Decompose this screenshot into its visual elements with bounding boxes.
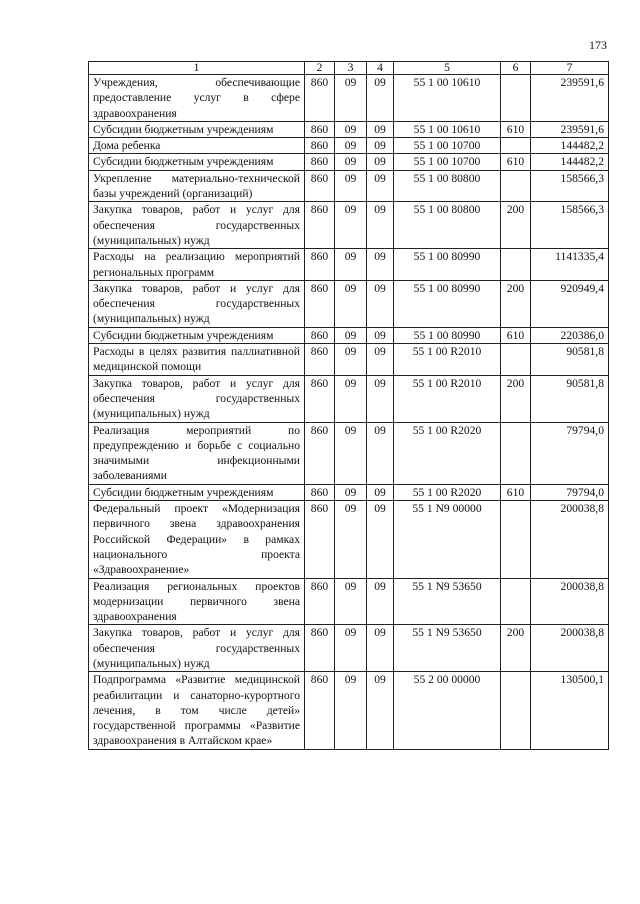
- subsection-code: 09: [367, 578, 394, 625]
- subsection-code: 09: [367, 501, 394, 578]
- section-code: 09: [335, 625, 367, 672]
- expense-type-code: 610: [501, 327, 531, 343]
- table-row: [89, 280, 609, 327]
- amount: 158566,3: [531, 202, 609, 249]
- section-code: 09: [335, 344, 367, 376]
- expense-type-code: [501, 501, 531, 578]
- row-name: Учреждения, обеспечивающие предоставление услуг в сфере здравоохранения: [89, 75, 305, 122]
- amount: 79794,0: [531, 484, 609, 500]
- subsection-code: 09: [367, 672, 394, 749]
- admin-code: 860: [305, 154, 335, 170]
- section-code: 09: [335, 672, 367, 749]
- row-name: Субсидии бюджетным учреждениям: [89, 121, 305, 137]
- budget-table: [88, 61, 609, 750]
- expense-type-code: 200: [501, 375, 531, 422]
- section-code: 09: [335, 501, 367, 578]
- admin-code: 860: [305, 75, 335, 122]
- amount: 1141335,4: [531, 249, 609, 281]
- amount: 239591,6: [531, 121, 609, 137]
- admin-code: 860: [305, 422, 335, 484]
- table-row: [89, 375, 609, 422]
- admin-code: 860: [305, 280, 335, 327]
- expense-type-code: 610: [501, 154, 531, 170]
- target-item-code: 55 1 00 R2010: [394, 375, 501, 422]
- amount: 90581,8: [531, 375, 609, 422]
- admin-code: 860: [305, 249, 335, 281]
- expense-type-code: 610: [501, 121, 531, 137]
- expense-type-code: [501, 138, 531, 154]
- subsection-code: 09: [367, 327, 394, 343]
- target-item-code: 55 1 00 R2010: [394, 344, 501, 376]
- target-item-code: 55 1 N9 00000: [394, 501, 501, 578]
- target-item-code: 55 1 00 80800: [394, 202, 501, 249]
- amount: 200038,8: [531, 501, 609, 578]
- column-header: 6: [501, 62, 531, 75]
- page-number: 173: [589, 38, 607, 52]
- row-name: Закупка товаров, работ и услуг для обеспечения государственных (муниципальных) нужд: [89, 375, 305, 422]
- admin-code: 860: [305, 121, 335, 137]
- admin-code: 860: [305, 344, 335, 376]
- section-code: 09: [335, 154, 367, 170]
- section-code: 09: [335, 75, 367, 122]
- column-header: 4: [367, 62, 394, 75]
- section-code: 09: [335, 422, 367, 484]
- row-name: Федеральный проект «Модернизация первичного звена здравоохранения Российской Федерации» в рамках национального проекта «Здравоохранение»: [89, 501, 305, 578]
- section-code: 09: [335, 484, 367, 500]
- column-header: 1: [89, 62, 305, 75]
- subsection-code: 09: [367, 138, 394, 154]
- subsection-code: 09: [367, 75, 394, 122]
- target-item-code: 55 1 00 10610: [394, 75, 501, 122]
- subsection-code: 09: [367, 121, 394, 137]
- expense-type-code: 200: [501, 202, 531, 249]
- expense-type-code: [501, 170, 531, 202]
- column-header: 2: [305, 62, 335, 75]
- admin-code: 860: [305, 170, 335, 202]
- expense-type-code: [501, 249, 531, 281]
- table-row: [89, 75, 609, 122]
- subsection-code: 09: [367, 280, 394, 327]
- section-code: 09: [335, 170, 367, 202]
- target-item-code: 55 1 N9 53650: [394, 578, 501, 625]
- admin-code: 860: [305, 501, 335, 578]
- table-row: [89, 344, 609, 376]
- row-name: Подпрограмма «Развитие медицинской реабилитации и санаторно-курортного лечения, в том числе детей» государственной программы «Развитие здравоохранения в Алтайском крае»: [89, 672, 305, 749]
- target-item-code: 55 1 00 80990: [394, 327, 501, 343]
- column-header: 3: [335, 62, 367, 75]
- table-row: [89, 121, 609, 137]
- column-header: 5: [394, 62, 501, 75]
- table-header-row: [89, 62, 609, 75]
- admin-code: 860: [305, 578, 335, 625]
- section-code: 09: [335, 121, 367, 137]
- amount: 200038,8: [531, 578, 609, 625]
- table-row: [89, 202, 609, 249]
- row-name: Реализация мероприятий по предупреждению и борьбе с социально значимыми инфекционными заболеваниями: [89, 422, 305, 484]
- section-code: 09: [335, 280, 367, 327]
- row-name: Реализация региональных проектов модернизации первичного звена здравоохранения: [89, 578, 305, 625]
- row-name: Субсидии бюджетным учреждениям: [89, 154, 305, 170]
- row-name: Закупка товаров, работ и услуг для обеспечения государственных (муниципальных) нужд: [89, 280, 305, 327]
- subsection-code: 09: [367, 170, 394, 202]
- subsection-code: 09: [367, 625, 394, 672]
- row-name: Расходы в целях развития паллиативной медицинской помощи: [89, 344, 305, 376]
- amount: 144482,2: [531, 154, 609, 170]
- target-item-code: 55 1 00 10610: [394, 121, 501, 137]
- admin-code: 860: [305, 327, 335, 343]
- table-row: [89, 170, 609, 202]
- column-header: 7: [531, 62, 609, 75]
- target-item-code: 55 2 00 00000: [394, 672, 501, 749]
- table-row: [89, 422, 609, 484]
- amount: 220386,0: [531, 327, 609, 343]
- section-code: 09: [335, 578, 367, 625]
- section-code: 09: [335, 202, 367, 249]
- table-row: [89, 484, 609, 500]
- row-name: Субсидии бюджетным учреждениям: [89, 484, 305, 500]
- table-row: [89, 501, 609, 578]
- expense-type-code: [501, 422, 531, 484]
- table-row: [89, 327, 609, 343]
- amount: 200038,8: [531, 625, 609, 672]
- admin-code: 860: [305, 625, 335, 672]
- row-name: Укрепление материально-технической базы учреждений (организаций): [89, 170, 305, 202]
- target-item-code: 55 1 00 80990: [394, 249, 501, 281]
- amount: 90581,8: [531, 344, 609, 376]
- amount: 79794,0: [531, 422, 609, 484]
- table-row: [89, 578, 609, 625]
- admin-code: 860: [305, 672, 335, 749]
- admin-code: 860: [305, 202, 335, 249]
- table-row: [89, 138, 609, 154]
- table-row: [89, 249, 609, 281]
- subsection-code: 09: [367, 375, 394, 422]
- section-code: 09: [335, 138, 367, 154]
- subsection-code: 09: [367, 154, 394, 170]
- expense-type-code: [501, 672, 531, 749]
- expense-type-code: 200: [501, 280, 531, 327]
- admin-code: 860: [305, 484, 335, 500]
- expense-type-code: 200: [501, 625, 531, 672]
- subsection-code: 09: [367, 484, 394, 500]
- table-row: [89, 625, 609, 672]
- subsection-code: 09: [367, 202, 394, 249]
- admin-code: 860: [305, 138, 335, 154]
- target-item-code: 55 1 00 80990: [394, 280, 501, 327]
- amount: 920949,4: [531, 280, 609, 327]
- section-code: 09: [335, 249, 367, 281]
- subsection-code: 09: [367, 344, 394, 376]
- row-name: Дома ребенка: [89, 138, 305, 154]
- row-name: Субсидии бюджетным учреждениям: [89, 327, 305, 343]
- subsection-code: 09: [367, 422, 394, 484]
- amount: 239591,6: [531, 75, 609, 122]
- row-name: Закупка товаров, работ и услуг для обеспечения государственных (муниципальных) нужд: [89, 625, 305, 672]
- target-item-code: 55 1 00 R2020: [394, 422, 501, 484]
- target-item-code: 55 1 00 10700: [394, 138, 501, 154]
- target-item-code: 55 1 N9 53650: [394, 625, 501, 672]
- expense-type-code: [501, 578, 531, 625]
- amount: 158566,3: [531, 170, 609, 202]
- target-item-code: 55 1 00 10700: [394, 154, 501, 170]
- table-row: [89, 672, 609, 749]
- expense-type-code: [501, 344, 531, 376]
- amount: 144482,2: [531, 138, 609, 154]
- row-name: Закупка товаров, работ и услуг для обеспечения государственных (муниципальных) нужд: [89, 202, 305, 249]
- admin-code: 860: [305, 375, 335, 422]
- expense-type-code: [501, 75, 531, 122]
- target-item-code: 55 1 00 80800: [394, 170, 501, 202]
- section-code: 09: [335, 375, 367, 422]
- subsection-code: 09: [367, 249, 394, 281]
- amount: 130500,1: [531, 672, 609, 749]
- row-name: Расходы на реализацию мероприятий региональных программ: [89, 249, 305, 281]
- expense-type-code: 610: [501, 484, 531, 500]
- table-row: [89, 154, 609, 170]
- section-code: 09: [335, 327, 367, 343]
- target-item-code: 55 1 00 R2020: [394, 484, 501, 500]
